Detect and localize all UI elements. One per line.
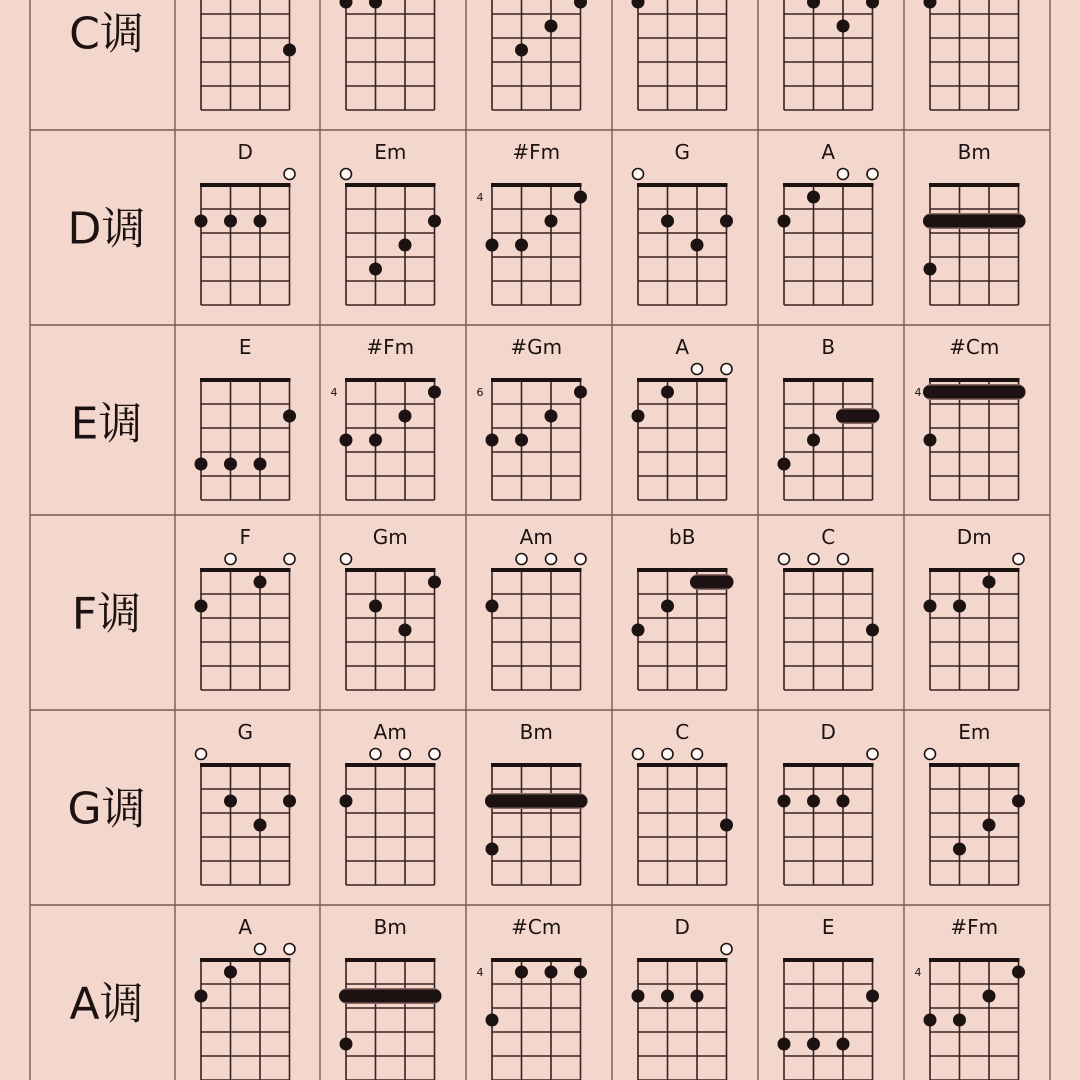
chord-name: E: [238, 335, 252, 359]
key-label: D调: [67, 203, 146, 255]
fret-position-label: 4: [330, 386, 338, 399]
chord-name: #Cm: [511, 915, 562, 939]
chord-name: B: [821, 335, 836, 359]
open-string-marker: [370, 749, 381, 760]
finger-dot: [224, 795, 237, 808]
finger-dot: [924, 263, 937, 276]
finger-dot: [224, 215, 237, 228]
finger-dot: [340, 434, 353, 447]
key-label: E调: [70, 398, 143, 450]
finger-dot: [953, 600, 966, 613]
finger-dot: [778, 458, 791, 471]
open-string-marker: [575, 554, 586, 565]
finger-dot: [515, 44, 528, 57]
finger-dot: [399, 239, 412, 252]
finger-dot: [866, 624, 879, 637]
open-string-marker: [400, 749, 411, 760]
finger-dot: [545, 410, 558, 423]
chord-name: Am: [373, 720, 407, 744]
chord-name: Em: [958, 720, 991, 744]
finger-dot: [283, 795, 296, 808]
finger-dot: [515, 239, 528, 252]
finger-dot: [369, 600, 382, 613]
open-string-marker: [633, 749, 644, 760]
finger-dot: [778, 215, 791, 228]
open-string-marker: [284, 554, 295, 565]
open-string-marker: [779, 554, 790, 565]
finger-dot: [195, 600, 208, 613]
finger-dot: [254, 819, 267, 832]
chord-name: A: [238, 915, 253, 939]
fret-position-label: 4: [476, 966, 484, 979]
finger-dot: [837, 795, 850, 808]
finger-dot: [369, 434, 382, 447]
open-string-marker: [692, 364, 703, 375]
finger-dot: [924, 1014, 937, 1027]
finger-dot: [428, 386, 441, 399]
finger-dot: [254, 576, 267, 589]
open-string-marker: [867, 169, 878, 180]
chord-name: C: [821, 525, 836, 549]
finger-dot: [195, 458, 208, 471]
chord-name: #Gm: [510, 335, 563, 359]
key-label: C调: [69, 8, 144, 60]
chord-name: #Fm: [512, 140, 561, 164]
barre-bar: [690, 576, 734, 589]
open-string-marker: [838, 554, 849, 565]
finger-dot: [807, 795, 820, 808]
fret-position-label: 4: [914, 966, 922, 979]
finger-dot: [837, 20, 850, 33]
barre-bar: [836, 410, 880, 423]
open-string-marker: [341, 554, 352, 565]
finger-dot: [661, 990, 674, 1003]
chord-name: Em: [374, 140, 407, 164]
finger-dot: [691, 239, 704, 252]
fret-position-label: 4: [914, 386, 922, 399]
open-string-marker: [516, 554, 527, 565]
finger-dot: [866, 990, 879, 1003]
finger-dot: [1012, 966, 1025, 979]
open-string-marker: [808, 554, 819, 565]
chord-name: G: [674, 140, 690, 164]
finger-dot: [515, 434, 528, 447]
open-string-marker: [255, 944, 266, 955]
finger-dot: [545, 215, 558, 228]
open-string-marker: [662, 749, 673, 760]
open-string-marker: [721, 364, 732, 375]
finger-dot: [778, 1038, 791, 1051]
chord-name: C: [675, 720, 690, 744]
chord-name: D: [820, 720, 836, 744]
chord-name: Bm: [373, 915, 407, 939]
finger-dot: [486, 239, 499, 252]
open-string-marker: [838, 169, 849, 180]
finger-dot: [399, 624, 412, 637]
open-string-marker: [341, 169, 352, 180]
open-string-marker: [692, 749, 703, 760]
finger-dot: [1012, 795, 1025, 808]
finger-dot: [486, 434, 499, 447]
finger-dot: [428, 215, 441, 228]
finger-dot: [807, 191, 820, 204]
finger-dot: [224, 458, 237, 471]
chord-name: G: [237, 720, 253, 744]
finger-dot: [983, 990, 996, 1003]
finger-dot: [661, 386, 674, 399]
finger-dot: [283, 410, 296, 423]
finger-dot: [924, 600, 937, 613]
fret-position-label: 6: [476, 386, 484, 399]
finger-dot: [807, 1038, 820, 1051]
barre-bar: [923, 215, 1026, 228]
open-string-marker: [546, 554, 557, 565]
open-string-marker: [225, 554, 236, 565]
barre-bar: [923, 386, 1026, 399]
open-string-marker: [429, 749, 440, 760]
chord-name: Bm: [957, 140, 991, 164]
chord-name: Dm: [956, 525, 992, 549]
finger-dot: [807, 434, 820, 447]
finger-dot: [632, 624, 645, 637]
finger-dot: [486, 600, 499, 613]
finger-dot: [632, 990, 645, 1003]
finger-dot: [195, 990, 208, 1003]
open-string-marker: [1013, 554, 1024, 565]
finger-dot: [399, 410, 412, 423]
finger-dot: [254, 458, 267, 471]
finger-dot: [661, 215, 674, 228]
finger-dot: [837, 1038, 850, 1051]
chord-name: bB: [669, 525, 696, 549]
finger-dot: [661, 600, 674, 613]
chord-name: #Cm: [949, 335, 1000, 359]
finger-dot: [778, 795, 791, 808]
finger-dot: [486, 1014, 499, 1027]
chord-name: Gm: [372, 525, 408, 549]
finger-dot: [340, 1038, 353, 1051]
finger-dot: [953, 843, 966, 856]
key-label: A调: [69, 978, 144, 1030]
open-string-marker: [925, 749, 936, 760]
finger-dot: [486, 843, 499, 856]
finger-dot: [283, 44, 296, 57]
chord-name: A: [821, 140, 836, 164]
finger-dot: [515, 966, 528, 979]
finger-dot: [195, 215, 208, 228]
key-label: F调: [71, 588, 142, 640]
key-label: G调: [67, 783, 146, 835]
finger-dot: [574, 386, 587, 399]
finger-dot: [983, 819, 996, 832]
barre-bar: [339, 990, 442, 1003]
open-string-marker: [284, 944, 295, 955]
finger-dot: [924, 434, 937, 447]
finger-dot: [254, 215, 267, 228]
chord-name: #Fm: [366, 335, 415, 359]
open-string-marker: [867, 749, 878, 760]
open-string-marker: [633, 169, 644, 180]
chord-name: Bm: [519, 720, 553, 744]
chord-name: D: [674, 915, 690, 939]
finger-dot: [632, 410, 645, 423]
barre-bar: [485, 795, 588, 808]
finger-dot: [720, 215, 733, 228]
chord-name: D: [237, 140, 253, 164]
finger-dot: [953, 1014, 966, 1027]
open-string-marker: [721, 944, 732, 955]
finger-dot: [545, 966, 558, 979]
finger-dot: [224, 966, 237, 979]
finger-dot: [983, 576, 996, 589]
finger-dot: [545, 20, 558, 33]
finger-dot: [369, 263, 382, 276]
chord-name: Am: [519, 525, 553, 549]
finger-dot: [428, 576, 441, 589]
fret-position-label: 4: [476, 191, 484, 204]
chord-name: F: [239, 525, 252, 549]
open-string-marker: [284, 169, 295, 180]
finger-dot: [574, 966, 587, 979]
chord-name: #Fm: [950, 915, 999, 939]
finger-dot: [691, 990, 704, 1003]
finger-dot: [720, 819, 733, 832]
finger-dot: [574, 191, 587, 204]
chord-name: A: [675, 335, 690, 359]
chord-name: E: [821, 915, 835, 939]
finger-dot: [340, 795, 353, 808]
open-string-marker: [196, 749, 207, 760]
